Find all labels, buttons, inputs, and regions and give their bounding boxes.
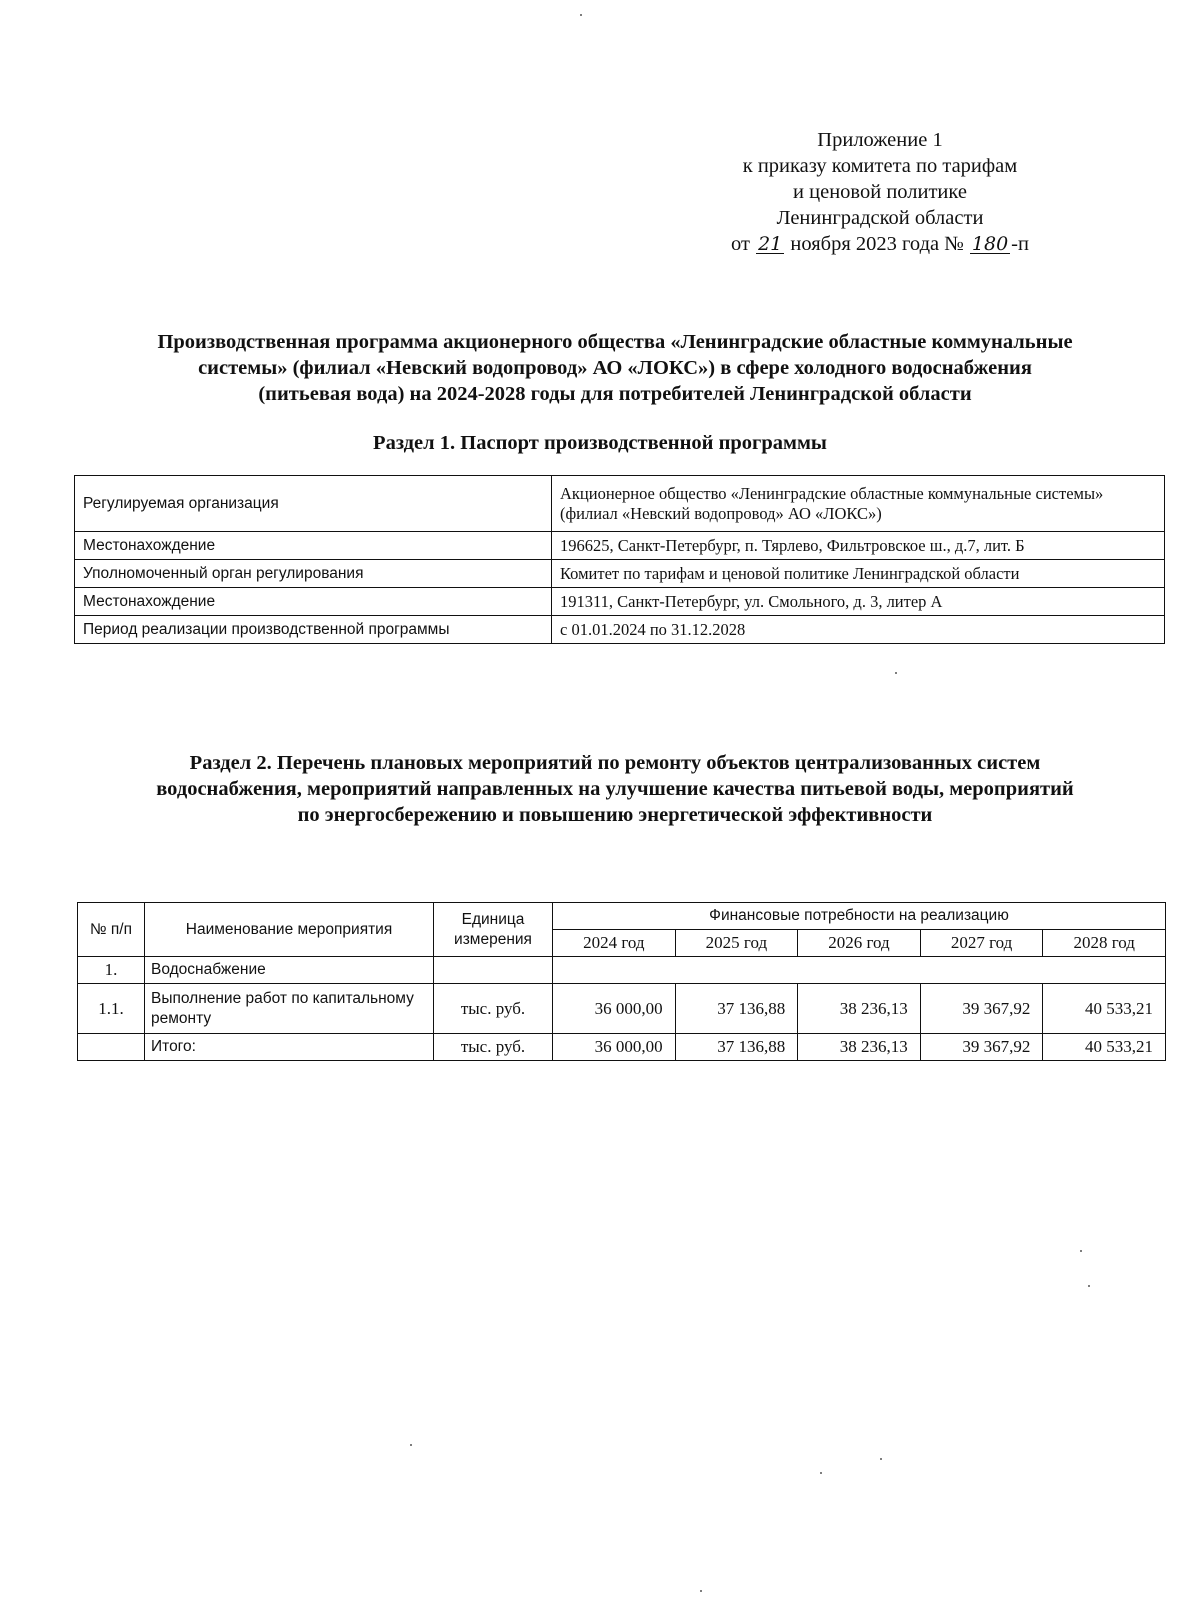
row-name: Водоснабжение xyxy=(145,957,434,984)
scan-speck xyxy=(410,1444,412,1446)
section2-title-line-2: водоснабжения, мероприятий направленных на улучшение качества питьевой воды, мероприятий xyxy=(156,778,1074,800)
appendix-date-line xyxy=(700,231,1060,257)
scan-speck xyxy=(820,1472,822,1474)
passport-table xyxy=(74,475,1165,644)
row-value: 36 000,00 xyxy=(553,1034,676,1061)
header-name: Наименование мероприятия xyxy=(145,903,434,957)
section2-title-line-3: по энергосбережению и повышению энергетической эффективности xyxy=(297,804,933,826)
passport-label: Местонахождение xyxy=(75,588,552,616)
row-value: 38 236,13 xyxy=(798,984,921,1034)
passport-value: 191311, Санкт-Петербург, ул. Смольного, д. 3, литер А xyxy=(552,588,1165,616)
row-unit: тыс. руб. xyxy=(434,984,553,1034)
header-year: 2026 год xyxy=(798,930,921,957)
passport-label: Регулируемая организация xyxy=(75,476,552,532)
scan-speck xyxy=(880,1458,882,1460)
row-value: 37 136,88 xyxy=(675,984,798,1034)
appendix-header xyxy=(700,127,1060,257)
scan-speck xyxy=(700,1590,702,1592)
header-row xyxy=(78,903,1166,930)
scan-speck xyxy=(580,14,582,16)
measures-table xyxy=(77,902,1166,1061)
section1-title: Раздел 1. Паспорт производственной программы xyxy=(373,432,827,454)
header-year: 2024 год xyxy=(553,930,676,957)
row-name: Выполнение работ по капитальному ремонту xyxy=(145,984,434,1034)
row-value: 37 136,88 xyxy=(675,1034,798,1061)
row-unit xyxy=(434,957,553,984)
table-row xyxy=(75,476,1165,532)
passport-value: Акционерное общество «Ленинградские областные коммунальные системы» (филиал «Невский водопровод» АО «ЛОКС») xyxy=(552,476,1165,532)
date-prefix: от xyxy=(731,233,750,255)
scan-speck xyxy=(1088,1285,1090,1287)
header-year: 2025 год xyxy=(675,930,798,957)
section2-title xyxy=(70,750,1160,828)
document-title xyxy=(70,329,1160,407)
header-unit: Единица измерения xyxy=(434,903,553,957)
header-year: 2027 год xyxy=(920,930,1043,957)
passport-label: Уполномоченный орган регулирования xyxy=(75,560,552,588)
title-line-1: Производственная программа акционерного общества «Ленинградские областные коммунальные xyxy=(157,331,1073,353)
row-unit: тыс. руб. xyxy=(434,1034,553,1061)
table-row-total xyxy=(78,1034,1166,1061)
section2-title-line-1: Раздел 2. Перечень плановых мероприятий по ремонту объектов централизованных систем xyxy=(189,752,1041,774)
appendix-line-2: к приказу комитета по тарифам xyxy=(742,155,1018,177)
passport-label: Период реализации производственной программы xyxy=(75,616,552,644)
table-row xyxy=(78,984,1166,1034)
table-row xyxy=(75,616,1165,644)
row-name: Итого: xyxy=(145,1034,434,1061)
passport-label: Местонахождение xyxy=(75,532,552,560)
date-middle: ноября 2023 года № xyxy=(790,233,964,255)
title-line-2: системы» (филиал «Невский водопровод» АО «ЛОКС») в сфере холодного водоснабжения xyxy=(198,357,1032,379)
row-value: 39 367,92 xyxy=(920,1034,1043,1061)
row-value: 39 367,92 xyxy=(920,984,1043,1034)
row-empty xyxy=(553,957,1166,984)
handwritten-day: 21 xyxy=(758,233,783,255)
table-row xyxy=(75,588,1165,616)
number-suffix: -п xyxy=(1011,233,1029,255)
table-row xyxy=(75,560,1165,588)
table-row xyxy=(78,957,1166,984)
row-value: 40 533,21 xyxy=(1043,984,1166,1034)
header-num: № п/п xyxy=(78,903,145,957)
appendix-line-1: Приложение 1 xyxy=(817,129,943,151)
passport-value: с 01.01.2024 по 31.12.2028 xyxy=(552,616,1165,644)
title-line-3: (питьевая вода) на 2024-2028 годы для потребителей Ленинградской области xyxy=(258,383,972,405)
row-value: 38 236,13 xyxy=(798,1034,921,1061)
passport-value: Комитет по тарифам и ценовой политике Ленинградской области xyxy=(552,560,1165,588)
row-num: 1.1. xyxy=(78,984,145,1034)
appendix-line-3: и ценовой политике xyxy=(793,181,967,203)
row-value: 40 533,21 xyxy=(1043,1034,1166,1061)
row-num xyxy=(78,1034,145,1061)
passport-value: 196625, Санкт-Петербург, п. Тярлево, Фильтровское ш., д.7, лит. Б xyxy=(552,532,1165,560)
row-num: 1. xyxy=(78,957,145,984)
row-value: 36 000,00 xyxy=(553,984,676,1034)
scan-speck xyxy=(1080,1250,1082,1252)
handwritten-number: 180 xyxy=(971,233,1009,255)
scan-speck xyxy=(895,672,897,674)
appendix-line-4: Ленинградской области xyxy=(776,207,984,229)
table-row xyxy=(75,532,1165,560)
header-year: 2028 год xyxy=(1043,930,1166,957)
header-finance: Финансовые потребности на реализацию xyxy=(553,903,1166,930)
